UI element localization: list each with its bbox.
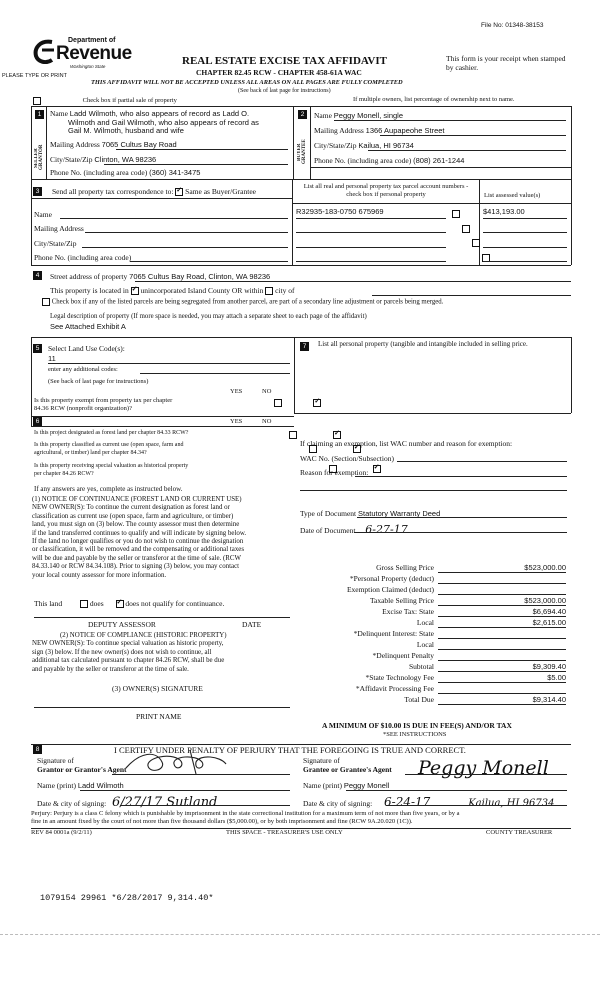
treasurer-space-label: THIS SPACE - TREASURER'S USE ONLY — [226, 829, 343, 836]
calc-label: Taxable Selling Price — [369, 596, 434, 605]
calc-label: Exemption Claimed (deduct) — [346, 585, 434, 594]
historic-question — [34, 463, 188, 478]
partial-sale-checkbox[interactable] — [33, 97, 41, 105]
seller-address-label: Mailing Address — [50, 140, 100, 149]
if-yes-note: If any answers are yes, complete as instructed below. — [34, 485, 183, 493]
buyer-city-label: City/State/Zip — [314, 141, 357, 150]
wac-label: WAC No. (Section/Subsection) — [300, 454, 394, 463]
notice-compliance — [32, 632, 294, 674]
please-type: PLEASE TYPE OR PRINT — [2, 73, 68, 79]
notice1-line: (1) NOTICE OF CONTINUANCE (FOREST LAND OR CURRENT USE) — [32, 496, 242, 503]
grantee-sig-label-1: Signature of — [303, 756, 340, 765]
doc-date-field[interactable]: 6-27-17 — [365, 523, 408, 536]
qualify-label: qualify for continuance. — [152, 599, 225, 608]
assessed-header: List assessed value(s) — [484, 192, 541, 199]
segregated-checkbox[interactable] — [42, 298, 50, 306]
calc-value[interactable]: $6,694.40 — [532, 607, 566, 616]
segregated-row — [42, 298, 443, 306]
doc-date-row — [300, 523, 408, 536]
partial-sale-label: Check box if partial sale of property — [82, 97, 177, 105]
calc-label: Excise Tax: State — [382, 607, 434, 616]
additional-codes-label: enter any additional codes: — [48, 366, 118, 373]
exempt-question — [34, 397, 172, 413]
calc-label: *Affidavit Processing Fee — [355, 684, 434, 693]
seller-phone-label: Phone No. (including area code) — [50, 168, 148, 177]
s5-see-back: (See back of last page for instructions) — [48, 378, 149, 385]
minimum-due-note: A MINIMUM OF $10.00 IS DUE IN FEE(S) AND/OR TAX — [322, 721, 512, 730]
see-instructions: *SEE INSTRUCTIONS — [383, 731, 447, 738]
grantee-signature-label — [303, 757, 392, 774]
buyer-phone-label: Phone No. (including area code) — [314, 156, 412, 165]
calc-value[interactable]: $2,615.00 — [532, 618, 566, 627]
send-correspondence-row — [52, 187, 256, 196]
exemption-label: If claiming an exemption, list WAC number and reason for exemption: — [300, 439, 513, 448]
grantee-date-label: Date & city of signing: — [303, 799, 373, 808]
same-as-buyer-label: Same as Buyer/Grantee — [185, 187, 256, 196]
section-2-number: 2 — [298, 110, 307, 119]
seller-name-block — [50, 110, 259, 136]
dept-logo-text: Revenue — [56, 43, 132, 64]
receipt-note: This form is your receipt when stamped by cashier. — [446, 54, 566, 72]
notice2-line: and payable by the seller or transferor at the time of sale. — [32, 665, 189, 673]
legal-description-label: Legal description of property (If more space is needed, you may attach a separate sheet to each page of the affidavit) — [50, 313, 367, 320]
does-not-label: does not — [125, 599, 151, 608]
section-7-number: 7 — [300, 342, 309, 351]
buyer-address-label: Mailing Address — [314, 126, 364, 135]
notice1-line: NEW OWNER(S): To continue the current designation as forest land or — [32, 504, 230, 512]
grantor-date-field[interactable]: 6/27/17 Sutland — [112, 795, 218, 810]
s5-yes-header: YES — [230, 388, 243, 395]
calc-value[interactable]: $9,314.40 — [532, 695, 566, 704]
parcel-personal-checkbox-1[interactable] — [452, 210, 460, 218]
current-use-line1: Is this property classified as current use (open space, farm and — [34, 442, 184, 448]
grantee-date-field[interactable]: 6-24-17 — [384, 795, 431, 809]
calc-value[interactable]: $523,000.00 — [524, 563, 566, 572]
s5-no-header: NO — [262, 388, 272, 395]
section-3-number: 3 — [33, 187, 42, 196]
perjury-notice — [31, 810, 571, 826]
certify-statement: I CERTIFY UNDER PENALTY OF PERJURY THAT THE FOREGOING IS TRUE AND CORRECT. — [114, 745, 466, 755]
s3-mailing-label: Mailing Address — [34, 224, 84, 233]
seller-name-line2[interactable]: Wilmoth and Gail Wilmoth, who also appears of record as — [68, 117, 259, 127]
legal-description-field[interactable]: See Attached Exhibit A — [50, 322, 126, 331]
grantee-name-row — [303, 781, 389, 790]
seller-name-label: Name — [50, 109, 68, 118]
assessed-value-1[interactable]: $413,193.00 — [483, 207, 525, 216]
seller-city-label: City/State/Zip — [50, 155, 93, 164]
seller-phone-field[interactable]: (360) 341-3475 — [149, 168, 201, 177]
warning-text: THIS AFFIDAVIT WILL NOT BE ACCEPTED UNLESS ALL AREAS ON ALL PAGES ARE FULLY COMPLETED — [91, 79, 403, 86]
grantee-name-label: Name (print) — [303, 781, 342, 790]
seller-side-label: SELLER GRANTOR — [34, 144, 44, 170]
notice2-line: (2) NOTICE OF COMPLIANCE (HISTORIC PROPERTY) — [60, 632, 227, 639]
seller-address-row — [50, 140, 177, 149]
notice1-line: will be due and payable by the seller or transferor at the time of sale. (RCW — [32, 554, 241, 562]
section-8-number: 8 — [33, 745, 42, 754]
notice1-line: your local county assessor for more information. — [32, 571, 167, 579]
exempt-yes-checkbox[interactable] — [274, 399, 282, 407]
calc-label: Local — [416, 618, 434, 627]
this-land-label: This land — [34, 599, 63, 608]
seller-city-row — [50, 155, 156, 164]
calc-label: Subtotal — [408, 662, 434, 671]
notice1-line: land, you must sign on (3) below. The county assessor must then determine — [32, 521, 240, 529]
reason-label: Reason for exemption: — [300, 468, 369, 477]
grantor-date-label: Date & city of signing: — [37, 799, 107, 808]
buyer-address-field[interactable]: 1366 Aupapeohe Street — [365, 126, 445, 135]
partial-sale-row — [33, 97, 177, 105]
buyer-city-row — [314, 141, 414, 150]
parcel-personal-checkbox-2[interactable] — [462, 225, 470, 233]
land-use-code-field[interactable]: 11 — [48, 354, 56, 363]
notice1-line: If the land no longer qualifies or you do not wish to continue the designation — [32, 538, 244, 546]
unincorporated-label: unincorporated Island County OR within — [140, 286, 264, 295]
grantor-name-label: Name (print) — [37, 781, 76, 790]
doc-date-label: Date of Document — [300, 526, 356, 535]
print-name-label: PRINT NAME — [136, 712, 182, 721]
notice1-line: classification as current use (open space, farm and agriculture, or timber) — [32, 512, 234, 520]
dor-logo-icon — [32, 38, 56, 64]
seller-address-field[interactable]: 7065 Cultus Bay Road — [101, 140, 177, 149]
forest-yes-checkbox[interactable] — [289, 431, 297, 439]
dor-logo — [30, 34, 132, 74]
s3-name-label: Name — [34, 210, 52, 219]
notice2-line: sign (3) below. If the new owner(s) does not wish to continue, all — [32, 648, 212, 656]
notice1-line: 84.33.140 or RCW 84.34.108). Prior to signing (3) below, you may contact — [32, 563, 240, 571]
land-use-label: Select Land Use Code(s): — [48, 344, 125, 353]
calc-value[interactable]: $9,309.40 — [532, 662, 566, 671]
historic-line2: per chapter 84.26 RCW? — [34, 470, 94, 477]
grantee-city-field[interactable]: Kailua, HI 96734 — [468, 798, 555, 809]
segregated-label: Check box if any of the listed parcels are being segregated from another parcel, are part of a secondary line adjustment or parcels being merged. — [51, 298, 444, 306]
city-of-label: city of — [275, 286, 295, 295]
does-not-checkbox[interactable] — [116, 600, 124, 608]
grantor-signature[interactable] — [120, 748, 250, 776]
buyer-name-label: Name — [314, 111, 332, 120]
does-checkbox[interactable] — [80, 600, 88, 608]
calc-value[interactable]: $523,000.00 — [524, 596, 566, 605]
county-treasurer-label: COUNTY TREASURER — [486, 829, 553, 836]
doc-type-label: Type of Document — [300, 509, 357, 518]
seller-name-line1[interactable]: Ladd Wilmoth, who also appears of record as Ladd O. — [69, 109, 250, 118]
section-5-number: 5 — [33, 344, 42, 353]
s3-city-label: City/State/Zip — [34, 239, 77, 248]
buyer-address-row — [314, 126, 445, 135]
multiple-owners-note: If multiple owners, list percentage of ownership next to name. — [353, 96, 515, 103]
buyer-phone-row — [314, 156, 464, 165]
parcel-header: List all real and personal property tax parcel account numbers - check box if personal property — [303, 183, 469, 198]
city-of-checkbox[interactable] — [265, 287, 273, 295]
calc-label: Total Due — [404, 695, 434, 704]
owner-signature-label: (3) OWNER(S) SIGNATURE — [112, 684, 203, 693]
current-use-line2: agricultural, or timber) land per chapter 84.34? — [34, 449, 147, 456]
historic-line1: Is this property receiving special valuation as historical property — [34, 463, 189, 469]
send-correspondence-label: Send all property tax correspondence to: — [52, 187, 174, 196]
notice-continuance — [32, 496, 294, 580]
located-label: This property is located in — [50, 286, 129, 295]
exempt-no-checkbox[interactable] — [313, 399, 321, 407]
calc-label: *Personal Property (deduct) — [349, 574, 434, 583]
grantor-name-field[interactable]: Ladd Wilmoth — [77, 781, 124, 790]
buyer-phone-field[interactable]: (808) 261-1244 — [413, 156, 465, 165]
section-4-number: 4 — [33, 271, 42, 280]
see-back-note: (See back of last page for instructions) — [238, 88, 331, 94]
grantee-date-row — [303, 795, 554, 809]
grantor-sig-label-1: Signature of — [37, 756, 74, 765]
located-row — [50, 286, 295, 295]
dept-state: Washington State — [70, 64, 106, 69]
notice1-line: or classification, it will be removed and the compensating or additional taxes — [32, 546, 245, 554]
doc-type-field[interactable]: Statutory Warranty Deed — [358, 509, 441, 518]
calc-value[interactable]: $5.00 — [547, 673, 566, 682]
same-as-buyer-checkbox[interactable] — [175, 188, 183, 196]
form-title: REAL ESTATE EXCISE TAX AFFIDAVIT — [182, 55, 387, 67]
buyer-name-field[interactable]: Peggy Monell, single — [333, 111, 404, 120]
historic-no-checkbox[interactable] — [373, 465, 381, 473]
forest-land-question: Is this project designated as forest land per chapter 84.33 RCW? — [34, 430, 189, 436]
grantor-date-row — [37, 795, 217, 810]
grantor-sig-label-2: Grantor or Grantor's Agent — [37, 764, 127, 774]
s3-phone-label: Phone No. (including area code) — [34, 253, 132, 262]
exempt-question-line2: 84.36 RCW (nonprofit organization)? — [34, 405, 132, 412]
form-subtitle: CHAPTER 82.45 RCW - CHAPTER 458-61A WAC — [196, 68, 362, 77]
treasurer-stamp: 1079154 29961 *6/28/2017 9,314.40* — [40, 893, 214, 903]
calc-label: *State Technology Fee — [365, 673, 434, 682]
notice2-line: NEW OWNER(S): To continue special valuation as historic property, — [32, 640, 224, 648]
buyer-name-row — [314, 111, 403, 120]
buyer-side-label: BUYER GRANTEE — [297, 139, 307, 164]
parcel-personal-checkbox-3[interactable] — [472, 239, 480, 247]
deputy-date-label: DATE — [242, 620, 262, 629]
exempt-question-line1: Is this property exempt from property tax per chapter — [34, 397, 173, 404]
grantor-name-row — [37, 781, 124, 790]
section-6-number: 6 — [33, 417, 42, 426]
seller-name-line3[interactable]: Gail M. Wilmoth, husband and wife — [68, 126, 184, 135]
calc-label: Local — [416, 640, 434, 649]
calc-label: *Delinquent Interest: State — [353, 629, 434, 638]
street-address-label: Street address of property — [50, 272, 128, 281]
perjury-line-1: Perjury: Perjury is a class C felony which is punishable by imprisonment in the state correctional institution for a maximum term of not more than five years, or by a — [31, 810, 460, 817]
revision-code: REV 84 0001a (9/2/11) — [31, 829, 92, 836]
continuance-row — [34, 599, 224, 608]
street-address-field[interactable]: 7065 Cultus Bay Road, Clinton, WA 98236 — [129, 272, 271, 281]
file-number: File No: 01348-38153 — [481, 22, 544, 29]
notice1-line: if the land transferred continues to qualify and will indicate by signing below. — [32, 529, 247, 537]
s6-no-header: NO — [262, 418, 272, 425]
buyer-city-field[interactable]: Kailua, HI 96734 — [358, 141, 414, 150]
s6-yes-header: YES — [230, 418, 243, 425]
street-address-row — [50, 272, 270, 281]
deputy-assessor-label: DEPUTY ASSESSOR — [88, 620, 156, 629]
seller-phone-row — [50, 168, 200, 177]
grantee-name-field[interactable]: Peggy Monell — [343, 781, 390, 790]
perjury-line-2: fine in an amount fixed by the court of not more than five thousand dollars ($5,000.00), or by both imprisonment and fine (RCW 9A.20.020 (1C)). — [31, 818, 413, 825]
current-use-question — [34, 442, 183, 457]
grantee-sig-label-2: Grantee or Grantee's Agent — [303, 764, 392, 774]
grantor-signature-label — [37, 757, 127, 774]
grantee-signature[interactable]: Peggy Monell — [418, 757, 549, 779]
calc-label: Gross Selling Price — [376, 563, 434, 572]
calc-label: *Delinquent Penalty — [372, 651, 434, 660]
unincorporated-checkbox[interactable] — [131, 287, 139, 295]
section-1-number: 1 — [35, 110, 44, 119]
does-label: does — [89, 599, 104, 608]
notice2-line: additional tax calculated pursuant to chapter 84.26 RCW, shall be due — [32, 657, 225, 665]
seller-city-field[interactable]: Clinton, WA 98236 — [94, 155, 157, 164]
dept-label: Department of — [68, 37, 116, 44]
parcel-number-1[interactable]: R32935-183-0750 675969 — [296, 207, 384, 216]
personal-property-label: List all personal property (tangible and intangible included in selling price. — [318, 340, 528, 348]
